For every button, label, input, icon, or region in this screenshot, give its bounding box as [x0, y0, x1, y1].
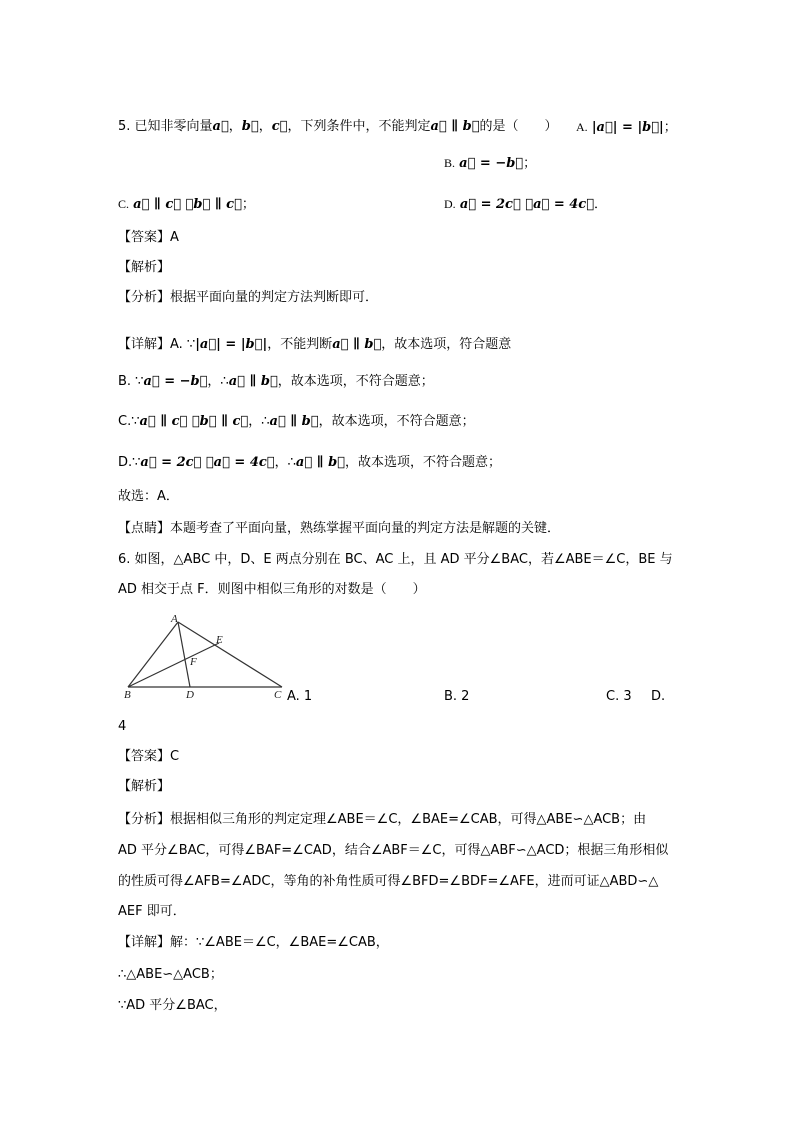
- q6-option-d-value: 4: [118, 719, 127, 734]
- segment-ab: [128, 622, 178, 687]
- text: ，故本选项，符合题意: [381, 337, 512, 352]
- segment-be: [128, 643, 219, 687]
- text: 【详解】A. ∵: [118, 337, 196, 352]
- point-label-f: F: [190, 656, 197, 668]
- q6-stem-line1: 6. 如图，△ABC 中，D、E 两点分别在 BC、AC 上，且 AD 平分∠BAC，若∠ABE＝∠C，BE 与: [118, 552, 673, 567]
- q6-detail-line: ∴△ABE∽△ACB；: [118, 967, 223, 982]
- point-label-e: E: [216, 634, 223, 646]
- q5-detail-c: [118, 414, 475, 430]
- sep: ，: [228, 119, 242, 134]
- punct: ；: [523, 156, 537, 171]
- text: D.∵: [118, 455, 141, 470]
- vector-c: c⃗: [271, 119, 288, 134]
- text: ，故本选项，不符合题意；: [318, 414, 475, 429]
- q5-option-a: [576, 119, 677, 136]
- q5-fenxi: 【分析】根据平面向量的判定方法判断即可．: [118, 290, 379, 305]
- q5-detail-b: [118, 374, 434, 390]
- q6-detail-line: ∵AD 平分∠BAC，: [118, 998, 227, 1013]
- q6-option-a: A. 1: [287, 689, 313, 704]
- q5-stem: [118, 119, 558, 135]
- q5-analysis-title: 【解析】: [118, 260, 171, 275]
- q6-fenxi-line: AD 平分∠BAC，可得∠BAF=∠CAD，结合∠ABF＝∠C，可得△ABF∽△ACD；根据三角形相似: [118, 843, 669, 858]
- math: a⃗ = −b⃗: [143, 374, 208, 389]
- point-label-c: C: [274, 689, 282, 701]
- q5-conclusion: 故选：A．: [118, 489, 179, 504]
- stem-text: ，下列条件中，不能判定: [287, 119, 431, 134]
- q6-option-b: B. 2: [444, 689, 470, 704]
- text: C.∵: [118, 414, 140, 429]
- math: a⃗ = 2c⃗ ，a⃗ = 4c⃗: [459, 197, 595, 212]
- q6-fenxi-line: 【分析】根据相似三角形的判定定理∠ABE＝∠C，∠BAE=∠CAB，可得△ABE∽△ACB；由: [118, 812, 647, 827]
- q6-answer: 【答案】C: [118, 749, 180, 764]
- text: B. ∵: [118, 374, 144, 389]
- text: ，∴: [207, 374, 229, 389]
- vector-b: b⃗: [241, 119, 259, 134]
- q5-detail-a: [118, 337, 511, 353]
- point-label-b: B: [124, 689, 131, 701]
- q6-fenxi-line: 的性质可得∠AFB=∠ADC，等角的补角性质可得∠BFD=∠BDF=∠AFE，进而可证△ABD∽△: [118, 874, 659, 889]
- math: |a⃗| = |b⃗|: [195, 337, 268, 352]
- q5-dianjing: 【点睛】本题考查了平面向量，熟练掌握平面向量的判定方法是解题的关键．: [118, 521, 561, 536]
- q5-option-d: [444, 196, 607, 213]
- math: a⃗ ∥ c⃗ ，b⃗ ∥ c⃗: [133, 197, 242, 212]
- q6-analysis-title: 【解析】: [118, 779, 171, 794]
- point-label-d: D: [186, 689, 194, 701]
- punct: ；: [663, 120, 677, 135]
- vector-a: a⃗: [212, 119, 229, 134]
- point-label-a: A: [171, 613, 178, 625]
- punct: ；: [241, 197, 255, 212]
- q6-fenxi-line: AEF 即可．: [118, 904, 186, 919]
- segment-ad: [178, 622, 190, 687]
- q5-answer: 【答案】A: [118, 230, 179, 245]
- punct: ．: [594, 197, 608, 212]
- math: a⃗ ∥ b⃗: [228, 374, 278, 389]
- math: a⃗ = −b⃗: [459, 156, 524, 171]
- label: D.: [444, 197, 456, 211]
- text: ，不能判断: [267, 337, 333, 352]
- q6-option-d-label: D.: [651, 689, 666, 704]
- label: A.: [576, 120, 588, 134]
- math: |a⃗| = |b⃗|: [591, 120, 664, 135]
- math: a⃗ ∥ b⃗: [269, 414, 319, 429]
- math: a⃗ ∥ b⃗: [295, 455, 345, 470]
- q5-option-c: [118, 196, 255, 213]
- text: ，故本选项，不符合题意；: [344, 455, 501, 470]
- q6-detail-line: 【详解】解：∵∠ABE＝∠C，∠BAE=∠CAB，: [118, 935, 389, 950]
- math: a⃗ = 2c⃗ ，a⃗ = 4c⃗: [140, 455, 275, 470]
- q5-detail-d: [118, 455, 501, 471]
- sep: ，: [258, 119, 272, 134]
- label: B.: [444, 156, 456, 170]
- triangle-figure: [120, 612, 295, 702]
- text: ，故本选项，不符合题意；: [277, 374, 434, 389]
- q5-option-b: [444, 155, 536, 172]
- math: a⃗ ∥ b⃗: [430, 119, 480, 134]
- label: C.: [118, 197, 130, 211]
- text: ，∴: [274, 455, 296, 470]
- math: a⃗ ∥ c⃗ ，b⃗ ∥ c⃗: [139, 414, 249, 429]
- stem-text: 的是（ ）: [479, 119, 558, 134]
- math: a⃗ ∥ b⃗: [332, 337, 382, 352]
- segment-ac: [178, 622, 282, 687]
- q6-stem-line2: AD 相交于点 F．则图中相似三角形的对数是（ ）: [118, 582, 426, 597]
- text: ，∴: [248, 414, 270, 429]
- q6-option-c: C. 3: [606, 689, 632, 704]
- stem-text: 5. 已知非零向量: [118, 119, 213, 134]
